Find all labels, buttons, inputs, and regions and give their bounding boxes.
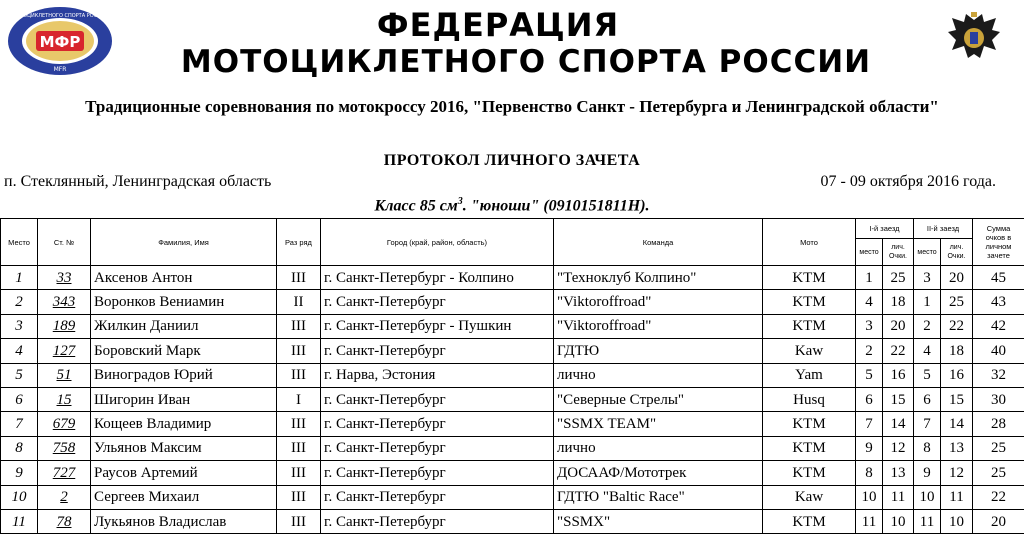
header-race2-place: место [914,239,941,266]
result-team: ДОСААФ/Мототрек [554,461,763,485]
result-race1-place: 6 [856,387,883,411]
result-city: г. Санкт-Петербург - Пушкин [321,314,554,338]
class-suffix: . "юноши" (0910151811Н). [462,197,650,215]
result-team: "Viktoroffroad" [554,290,763,314]
result-sum: 20 [973,509,1024,533]
result-team: "SSMX TEAM" [554,412,763,436]
result-sum: 25 [973,461,1024,485]
result-race2-place: 9 [914,461,941,485]
result-rank: III [277,314,321,338]
result-sum: 43 [973,290,1024,314]
result-start-number: 189 [38,314,91,338]
result-moto: Kaw [763,339,856,363]
result-place: 4 [1,339,38,363]
header-start-no: Ст. № [38,219,91,266]
table-row [1,412,1024,436]
result-rank: III [277,461,321,485]
result-race2-points: 20 [941,266,973,290]
result-race1-place: 9 [856,436,883,460]
result-name: Виноградов Юрий [91,363,277,387]
result-race2-points: 13 [941,436,973,460]
result-moto: KTM [763,266,856,290]
result-city: г. Санкт-Петербург [321,412,554,436]
result-race1-points: 15 [883,387,914,411]
result-start-number: 727 [38,461,91,485]
result-moto: KTM [763,290,856,314]
result-race1-place: 5 [856,363,883,387]
result-sum: 32 [973,363,1024,387]
header-name: Фамилия, Имя [91,219,277,266]
result-team: "SSMX" [554,509,763,533]
class-line [0,196,1024,215]
federation-title-line2: МОТОЦИКЛЕТНОГО СПОРТА РОССИИ [180,44,872,80]
result-race1-place: 11 [856,509,883,533]
logo-ring-top-text: МОТОЦИКЛЕТНОГО СПОРТА РОССИИ [11,13,109,19]
result-sum: 30 [973,387,1024,411]
result-race1-points: 10 [883,509,914,533]
result-race2-points: 25 [941,290,973,314]
result-name: Ульянов Максим [91,436,277,460]
result-rank: III [277,485,321,509]
result-rank: III [277,412,321,436]
result-race1-place: 7 [856,412,883,436]
protocol-title: ПРОТОКОЛ ЛИЧНОГО ЗАЧЕТА [383,152,641,169]
result-race1-points: 12 [883,436,914,460]
result-place: 9 [1,461,38,485]
result-moto: Husq [763,387,856,411]
result-moto: KTM [763,314,856,338]
result-race1-points: 22 [883,339,914,363]
result-rank: III [277,509,321,533]
event-location: п. Стеклянный, Ленинградская область [4,173,272,190]
result-race2-points: 11 [941,485,973,509]
result-race1-points: 11 [883,485,914,509]
table-row [1,436,1024,460]
header-city: Город (край, район, область) [321,219,554,266]
result-race2-place: 2 [914,314,941,338]
result-place: 5 [1,363,38,387]
result-race1-place: 10 [856,485,883,509]
result-team: "Техноклуб Колпино" [554,266,763,290]
result-moto: KTM [763,412,856,436]
result-city: г. Санкт-Петербург [321,290,554,314]
result-race2-place: 7 [914,412,941,436]
result-moto: Yam [763,363,856,387]
result-name: Сергеев Михаил [91,485,277,509]
result-place: 2 [1,290,38,314]
table-row [1,290,1024,314]
result-race1-place: 8 [856,461,883,485]
result-team: "Северные Стрелы" [554,387,763,411]
result-race1-points: 18 [883,290,914,314]
logo-ring-bottom-text: MFR [53,66,67,73]
result-team: ГДТЮ "Baltic Race" [554,485,763,509]
result-city: г. Санкт-Петербург [321,485,554,509]
result-rank: III [277,339,321,363]
result-rank: II [277,290,321,314]
result-city: г. Санкт-Петербург [321,509,554,533]
result-city: г. Санкт-Петербург [321,461,554,485]
result-start-number: 343 [38,290,91,314]
result-place: 11 [1,509,38,533]
result-race1-place: 2 [856,339,883,363]
result-city: г. Санкт-Петербург - Колпино [321,266,554,290]
result-start-number: 679 [38,412,91,436]
result-race2-points: 22 [941,314,973,338]
result-race2-place: 11 [914,509,941,533]
result-place: 3 [1,314,38,338]
header-race2: II-й заезд [914,219,973,239]
result-race2-points: 14 [941,412,973,436]
result-race2-place: 5 [914,363,941,387]
header-race1: I-й заезд [856,219,914,239]
result-team: "Viktoroffroad" [554,314,763,338]
result-name: Жилкин Даниил [91,314,277,338]
result-place: 6 [1,387,38,411]
result-start-number: 33 [38,266,91,290]
result-sum: 42 [973,314,1024,338]
result-start-number: 51 [38,363,91,387]
table-row [1,387,1024,411]
result-race1-place: 3 [856,314,883,338]
result-sum: 22 [973,485,1024,509]
result-start-number: 2 [38,485,91,509]
result-name: Лукьянов Владислав [91,509,277,533]
header-team: Команда [554,219,763,266]
result-moto: KTM [763,436,856,460]
results-table [0,218,1024,534]
header-place: Место [1,219,38,266]
class-superscript: 3 [457,196,463,207]
result-city: г. Санкт-Петербург [321,387,554,411]
table-row [1,485,1024,509]
header-race1-points: лич. Очки. [883,239,914,266]
result-sum: 25 [973,436,1024,460]
result-race1-points: 13 [883,461,914,485]
result-rank: III [277,436,321,460]
table-row [1,339,1024,363]
result-rank: III [277,363,321,387]
result-moto: Kaw [763,485,856,509]
result-race2-place: 10 [914,485,941,509]
header-rank: Раз ряд [277,219,321,266]
result-name: Аксенов Антон [91,266,277,290]
result-team: лично [554,436,763,460]
result-race2-place: 3 [914,266,941,290]
result-start-number: 78 [38,509,91,533]
result-name: Боровский Марк [91,339,277,363]
header-moto: Мото [763,219,856,266]
result-race1-place: 4 [856,290,883,314]
result-race2-place: 8 [914,436,941,460]
result-rank: III [277,266,321,290]
result-race1-points: 14 [883,412,914,436]
result-moto: KTM [763,461,856,485]
result-moto: KTM [763,509,856,533]
result-race2-place: 6 [914,387,941,411]
table-row [1,266,1024,290]
result-city: г. Нарва, Эстония [321,363,554,387]
class-prefix: Класс 85 см [374,197,458,215]
result-place: 8 [1,436,38,460]
table-row [1,509,1024,533]
federation-title-line1: ФЕДЕРАЦИЯ [376,6,620,44]
result-race1-points: 25 [883,266,914,290]
result-place: 10 [1,485,38,509]
result-name: Шигорин Иван [91,387,277,411]
result-race2-points: 18 [941,339,973,363]
result-team: ГДТЮ [554,339,763,363]
result-start-number: 127 [38,339,91,363]
result-city: г. Санкт-Петербург [321,436,554,460]
result-race2-place: 4 [914,339,941,363]
event-title: Традиционные соревнования по мотокроссу 2016, "Первенство Санкт - Петербурга и Ленинградской области" [85,97,939,116]
header-race1-place: место [856,239,883,266]
table-row [1,461,1024,485]
result-race2-points: 10 [941,509,973,533]
result-place: 1 [1,266,38,290]
result-city: г. Санкт-Петербург [321,339,554,363]
result-team: лично [554,363,763,387]
result-race2-points: 16 [941,363,973,387]
table-row [1,314,1024,338]
result-race2-points: 15 [941,387,973,411]
result-race1-points: 16 [883,363,914,387]
result-race2-place: 1 [914,290,941,314]
result-sum: 28 [973,412,1024,436]
logo-text: МФР [39,33,81,51]
header-race2-points: лич. Очки. [941,239,973,266]
result-race1-points: 20 [883,314,914,338]
result-name: Кощеев Владимир [91,412,277,436]
header-sum: Сумма очков в личном зачете [973,219,1024,266]
result-name: Раусов Артемий [91,461,277,485]
result-place: 7 [1,412,38,436]
result-race1-place: 1 [856,266,883,290]
result-start-number: 758 [38,436,91,460]
event-dates: 07 - 09 октября 2016 года. [820,173,996,190]
result-name: Воронков Вениамин [91,290,277,314]
result-start-number: 15 [38,387,91,411]
table-row [1,363,1024,387]
result-rank: I [277,387,321,411]
result-sum: 45 [973,266,1024,290]
result-race2-points: 12 [941,461,973,485]
result-sum: 40 [973,339,1024,363]
